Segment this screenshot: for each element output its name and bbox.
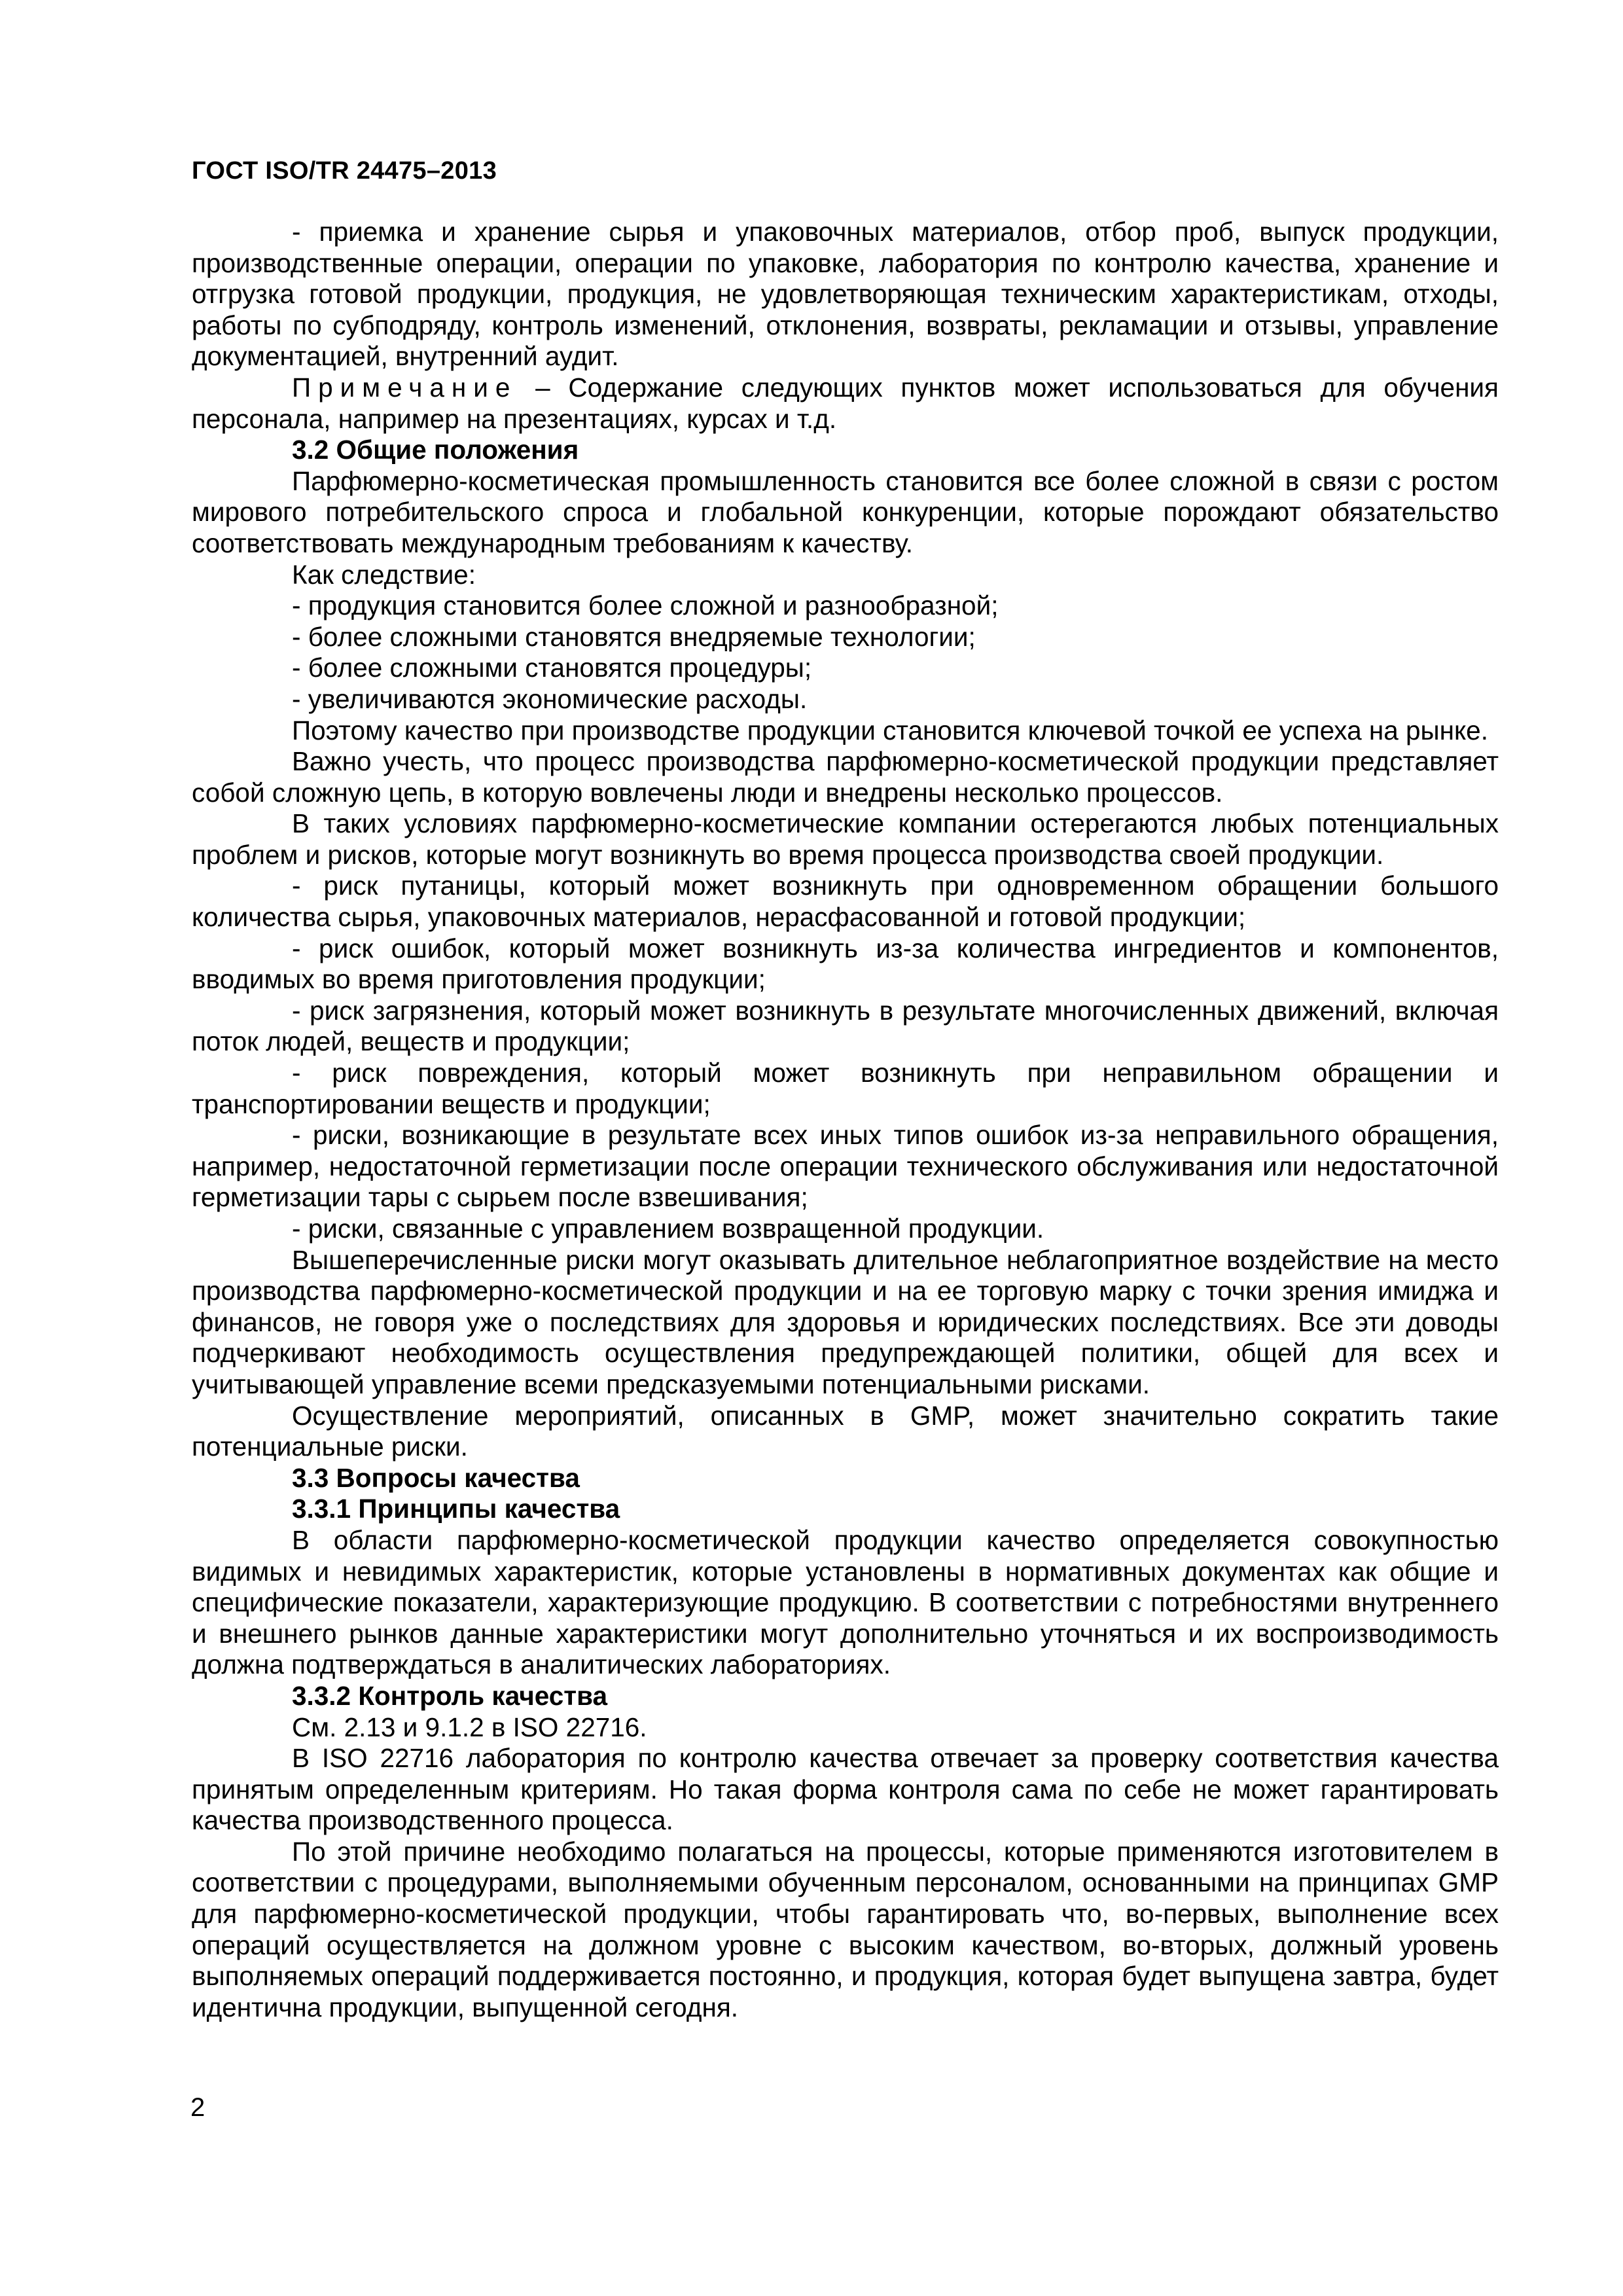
paragraph: В области парфюмерно-косметической продукции качество определяется совокупностью видимых и невидимых характеристик, которые установлены в нормативных документах как общие и специфические показатели, характеризующие продукцию. В соответствии с потребностями внутреннего и внешнего рынков данные характеристики могут дополнительно уточняться и их воспроизводимость должна подтверждаться в аналитических лабораториях. (192, 1524, 1499, 1680)
paragraph: Вышеперечисленные риски могут оказывать длительное неблагоприятное воздействие на место производства парфюмерно-косметической продукции и на ее торговую марку с точки зрения имиджа и финансов, не говоря уже о последствиях для здоровья и юридических последствиях. Все эти доводы подчеркивают необходимость осуществления предупреждающей политики, общей для всех и учитывающей управление всеми предсказуемыми потенциальными рисками. (192, 1244, 1499, 1399)
section-heading-3-3-2: 3.3.2 Контроль качества (292, 1680, 607, 1711)
list-item: - риск загрязнения, который может возникнуть в результате многочисленных движений, включая поток людей, веществ и продукции; (192, 995, 1499, 1057)
paragraph: Парфюмерно-косметическая промышленность становится все более сложной в связи с ростом мирового потребительского спроса и глобальной конкуренции, которые порождают обязательство соответствовать международным требованиям к качеству. (192, 465, 1499, 558)
paragraph: В таких условиях парфюмерно-косметические компании остерегаются любых потенциальных проблем и рисков, которые могут возникнуть во время процесса производства своей продукции. (192, 808, 1499, 870)
paragraph: В ISO 22716 лаборатория по контролю качества отвечает за проверку соответствия качества принятым определенным критериям. Но такая форма контроля сама по себе не может гарантировать качества производственного процесса. (192, 1743, 1499, 1836)
list-item: - риски, возникающие в результате всех иных типов ошибок из-за неправильного обращения, например, недостаточной герметизации после операции технического обслуживания или недостаточной герметизации тары с сырьем после взвешивания; (192, 1120, 1499, 1213)
list-item: - риск повреждения, который может возникнуть при неправильном обращении и транспортировании веществ и продукции; (192, 1058, 1499, 1119)
page-number: 2 (190, 2093, 205, 2122)
paragraph: Осуществление мероприятий, описанных в GMP, может значительно сократить такие потенциальные риски. (192, 1400, 1499, 1462)
list-item: - продукция становится более сложной и разнообразной; (292, 590, 999, 621)
section-heading-3-3: 3.3 Вопросы качества (292, 1462, 580, 1493)
document-body (192, 217, 1499, 2023)
list-item: - риск путаницы, который может возникнуть при одновременном обращении большого количества сырья, упаковочных материалов, нерасфасованной и готовой продукции; (192, 870, 1499, 933)
note-label: Примечание (292, 372, 518, 403)
list-item: - увеличиваются экономические расходы. (292, 683, 808, 714)
list-item: - риск ошибок, который может возникнуть из-за количества ингредиентов и компонентов, вводимых во время приготовления продукции; (192, 933, 1499, 995)
paragraph: Как следствие: (292, 559, 476, 590)
note-text: – Содержание следующих пунктов может использоваться для обучения персонала, например на презентациях, курсах и т.д. (192, 372, 1499, 434)
section-heading-3-2: 3.2 Общие положения (292, 435, 579, 465)
section-heading-3-3-1: 3.3.1 Принципы качества (292, 1494, 620, 1524)
note-paragraph (192, 372, 1499, 435)
paragraph: По этой причине необходимо полагаться на процессы, которые применяются изготовителем в соответствии с процедурами, выполняемыми обученным персоналом, основанными на принципах GMP для парфюмерно-косметической продукции, чтобы гарантировать что, во-первых, выполнение всех операций осуществляется на должном уровне с высоким качеством, во-вторых, должный уровень выполняемых операций поддерживается постоянно, и продукция, которая будет выпущена завтра, будет идентична продукции, выпущенной сегодня. (192, 1836, 1499, 2022)
paragraph: - приемка и хранение сырья и упаковочных материалов, отбор проб, выпуск продукции, производственные операции, операции по упаковке, лаборатория по контролю качества, хранение и отгрузка готовой продукции, продукция, не удовлетворяющая техническим характеристикам, отходы, работы по субподряду, контроль изменений, отклонения, возвраты, рекламации и отзывы, управление документацией, внутренний аудит. (192, 217, 1499, 372)
list-item: - риски, связанные с управлением возвращенной продукции. (292, 1213, 1044, 1244)
list-item: - более сложными становятся внедряемые технологии; (292, 621, 976, 652)
list-item: - более сложными становятся процедуры; (292, 653, 812, 683)
paragraph: Поэтому качество при производстве продукции становится ключевой точкой ее успеха на рынке. (292, 715, 1488, 745)
document-header: ГОСТ ISO/TR 24475–2013 (192, 157, 497, 185)
paragraph: См. 2.13 и 9.1.2 в ISO 22716. (292, 1712, 647, 1742)
paragraph: Важно учесть, что процесс производства парфюмерно-косметической продукции представляет собой сложную цепь, в которую вовлечены люди и внедрены несколько процессов. (192, 746, 1499, 808)
